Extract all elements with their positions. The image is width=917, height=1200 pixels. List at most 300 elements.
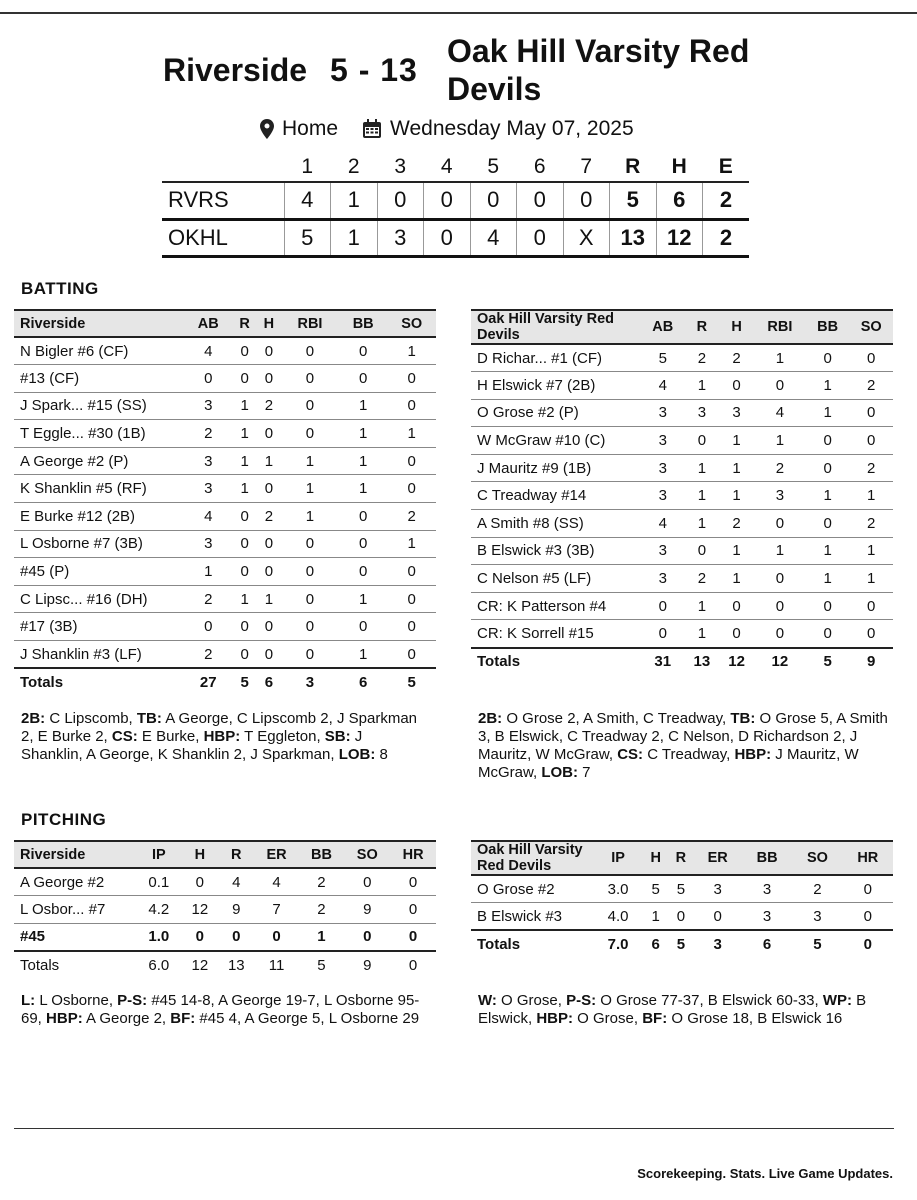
stat-cell: 4.0 bbox=[593, 903, 643, 931]
table-row bbox=[14, 558, 436, 586]
stat-cell: 3.0 bbox=[593, 875, 643, 903]
stat-cell: 12 bbox=[754, 648, 806, 676]
note-key: BF: bbox=[170, 1010, 196, 1027]
column-header: AB bbox=[641, 310, 685, 344]
column-header: H bbox=[182, 841, 218, 868]
stat-cell: 1 bbox=[257, 585, 281, 613]
stat-cell: 1 bbox=[719, 454, 754, 482]
stat-cell: 0 bbox=[849, 592, 893, 620]
stat-cell: 1 bbox=[719, 427, 754, 455]
column-header: H bbox=[719, 310, 754, 344]
stat-cell: 3 bbox=[792, 903, 842, 931]
stat-cell: 0 bbox=[806, 427, 850, 455]
player-name: E Burke #12 (2B) bbox=[14, 503, 184, 531]
stat-cell: 0 bbox=[257, 365, 281, 393]
table-row bbox=[471, 427, 893, 455]
note-key: LOB: bbox=[338, 746, 376, 763]
note-value: #45 4, A George 5, L Osborne 29 bbox=[195, 1010, 420, 1027]
note-value: O Grose 5, A Smith 3, B Elswick, C Treadway 2, C Nelson, D Richardson 2, J Mauritz, W McGraw, bbox=[478, 710, 888, 763]
totals-row bbox=[471, 648, 893, 676]
footer-tagline: Scorekeeping. Stats. Live Game Updates. bbox=[637, 1166, 893, 1181]
stat-cell: 0 bbox=[257, 530, 281, 558]
note-key: W: bbox=[478, 992, 497, 1009]
stat-cell: 2 bbox=[849, 510, 893, 538]
note-key: P-S: bbox=[117, 992, 148, 1009]
column-header: AB bbox=[184, 310, 233, 337]
team-column-header: Oak Hill Varsity Red Devils bbox=[471, 310, 641, 344]
stat-cell: 2 bbox=[299, 868, 345, 896]
table-row bbox=[471, 482, 893, 510]
stat-cell: 0 bbox=[257, 558, 281, 586]
stat-cell: 0 bbox=[387, 447, 436, 475]
location-label: Home bbox=[282, 117, 339, 140]
errors-total: 2 bbox=[703, 182, 750, 219]
stat-cell: 0 bbox=[843, 903, 893, 931]
note-key: SB: bbox=[324, 728, 351, 745]
stat-cell: 3 bbox=[641, 482, 685, 510]
note-value: B Elswick, bbox=[478, 992, 867, 1027]
stat-cell: 0 bbox=[685, 427, 720, 455]
stat-cell: 1 bbox=[685, 372, 720, 400]
stat-cell: 0 bbox=[387, 558, 436, 586]
stat-cell: 0 bbox=[754, 565, 806, 593]
column-header: SO bbox=[849, 310, 893, 344]
stat-cell: 5 bbox=[641, 344, 685, 372]
table-row bbox=[471, 344, 893, 372]
linescore-table bbox=[162, 152, 749, 258]
player-name: O Grose #2 (P) bbox=[471, 399, 641, 427]
inning-header: 1 bbox=[301, 154, 314, 178]
note-key: HBP: bbox=[536, 1010, 574, 1027]
stat-cell: 3 bbox=[641, 427, 685, 455]
stat-cell: 0 bbox=[719, 372, 754, 400]
note-key: 2B: bbox=[478, 710, 503, 727]
stat-cell: 0 bbox=[257, 613, 281, 641]
stat-cell: 2 bbox=[184, 641, 233, 669]
runs-total: 13 bbox=[610, 219, 657, 256]
table-row bbox=[14, 503, 436, 531]
stat-cell: 4 bbox=[184, 337, 233, 365]
note-value: O Grose 77-37, B Elswick 60-33, bbox=[596, 992, 823, 1009]
note-value: #45 14-8, A George 19-7, L Osborne 95-69, bbox=[21, 992, 420, 1027]
stat-cell: 0 bbox=[233, 530, 257, 558]
stat-cell: 3 bbox=[184, 392, 233, 420]
column-header: HR bbox=[843, 841, 893, 875]
stat-cell: 6 bbox=[257, 668, 281, 696]
note-value: C Treadway, bbox=[643, 746, 735, 763]
stat-cell: 0 bbox=[339, 337, 388, 365]
stat-cell: 0 bbox=[339, 558, 388, 586]
inning-score: 1 bbox=[331, 219, 378, 256]
stat-cell: 0 bbox=[849, 344, 893, 372]
stat-cell: 1 bbox=[806, 372, 850, 400]
stat-cell: 1 bbox=[387, 337, 436, 365]
table-row bbox=[471, 510, 893, 538]
stat-cell: 3 bbox=[641, 454, 685, 482]
column-header: HR bbox=[390, 841, 436, 868]
stat-cell: 2 bbox=[257, 503, 281, 531]
errors-header: E bbox=[718, 154, 733, 178]
inning-score: 4 bbox=[470, 219, 517, 256]
player-name: #45 (P) bbox=[14, 558, 184, 586]
stat-cell: 1 bbox=[339, 447, 388, 475]
stat-cell: 6 bbox=[742, 930, 792, 958]
stat-cell: 0.1 bbox=[136, 868, 182, 896]
stat-cell: 0 bbox=[849, 427, 893, 455]
column-header: ER bbox=[694, 841, 742, 875]
totals-row bbox=[14, 951, 436, 979]
note-value: J Shanklin, A George, K Shanklin 2, J Sparkman, bbox=[21, 728, 363, 763]
hits-total: 12 bbox=[656, 219, 703, 256]
stat-cell: 9 bbox=[363, 956, 372, 974]
top-divider bbox=[0, 12, 917, 14]
player-name: Totals bbox=[471, 648, 641, 676]
stat-cell: 0 bbox=[281, 337, 339, 365]
player-name: B Elswick #3 bbox=[471, 903, 593, 931]
stat-cell: 3 bbox=[694, 930, 742, 958]
stat-cell: 1 bbox=[339, 392, 388, 420]
stat-cell: 2 bbox=[792, 875, 842, 903]
stat-cell: 1.0 bbox=[136, 923, 182, 951]
column-header: SO bbox=[792, 841, 842, 875]
stat-cell: 3 bbox=[641, 537, 685, 565]
note-value: L Osborne, bbox=[35, 992, 118, 1009]
riverside-batting-notes bbox=[21, 710, 426, 764]
stat-cell: 0 bbox=[685, 537, 720, 565]
stat-cell: 9 bbox=[344, 896, 390, 924]
stat-cell: 0 bbox=[806, 344, 850, 372]
inning-header: 6 bbox=[533, 154, 546, 178]
stat-cell: 0 bbox=[281, 613, 339, 641]
note-key: 2B: bbox=[21, 710, 46, 727]
stat-cell: 3 bbox=[641, 399, 685, 427]
stat-cell: 6 bbox=[339, 668, 388, 696]
stat-cell: 0 bbox=[233, 503, 257, 531]
player-name: J Spark... #15 (SS) bbox=[14, 392, 184, 420]
stat-cell: 3 bbox=[184, 447, 233, 475]
stat-cell: 0 bbox=[387, 641, 436, 669]
stat-cell: 1 bbox=[685, 620, 720, 648]
stat-cell: 0 bbox=[806, 510, 850, 538]
stat-cell: 1 bbox=[281, 503, 339, 531]
stat-cell: 1 bbox=[387, 420, 436, 448]
column-header: SO bbox=[344, 841, 390, 868]
stat-cell: 1 bbox=[184, 558, 233, 586]
table-row bbox=[14, 896, 436, 924]
note-value: A George 2, bbox=[82, 1010, 171, 1027]
stat-cell: 1 bbox=[299, 923, 345, 951]
stat-cell: 1 bbox=[257, 447, 281, 475]
stat-cell: 5 bbox=[387, 668, 436, 696]
player-name: O Grose #2 bbox=[471, 875, 593, 903]
oakhill-pitching-notes bbox=[478, 992, 898, 1028]
batting-section-title: BATTING bbox=[21, 279, 99, 298]
linescore-row bbox=[162, 182, 749, 219]
player-name: W McGraw #10 (C) bbox=[471, 427, 641, 455]
note-value: C Lipscomb, bbox=[45, 710, 137, 727]
player-name: Totals bbox=[471, 930, 593, 958]
stat-cell: 3 bbox=[184, 475, 233, 503]
column-header: R bbox=[685, 310, 720, 344]
stat-cell: 5 bbox=[317, 956, 326, 974]
stat-cell: 0 bbox=[257, 420, 281, 448]
player-name: CR: K Patterson #4 bbox=[471, 592, 641, 620]
stat-cell: 2 bbox=[387, 503, 436, 531]
note-value: E Burke, bbox=[137, 728, 204, 745]
stat-cell: 9 bbox=[218, 896, 254, 924]
stat-cell: 27 bbox=[184, 668, 233, 696]
column-header: BB bbox=[299, 841, 345, 868]
inning-score: 0 bbox=[563, 182, 610, 219]
stat-cell: 0 bbox=[843, 930, 893, 958]
stat-cell: 1 bbox=[281, 475, 339, 503]
player-name: C Treadway #14 bbox=[471, 482, 641, 510]
stat-cell: 0 bbox=[218, 923, 254, 951]
note-value: O Grose 18, B Elswick 16 bbox=[667, 1010, 843, 1027]
stat-cell: 0 bbox=[344, 868, 390, 896]
table-row bbox=[471, 875, 893, 903]
stat-cell: 1 bbox=[849, 482, 893, 510]
home-team-name: Riverside bbox=[163, 52, 308, 88]
stat-cell: 0 bbox=[719, 592, 754, 620]
stat-cell: 12 bbox=[719, 648, 754, 676]
inning-header: 7 bbox=[580, 154, 593, 178]
stat-cell: 3 bbox=[742, 875, 792, 903]
team-column-header: Oak Hill Varsity Red Devils bbox=[471, 841, 593, 875]
note-value: A George, C Lipscomb 2, J Sparkman 2, E Burke 2, bbox=[21, 710, 417, 745]
table-row bbox=[14, 530, 436, 558]
player-name: A George #2 (P) bbox=[14, 447, 184, 475]
stat-cell: 1 bbox=[281, 447, 339, 475]
inning-header: 4 bbox=[440, 154, 453, 178]
table-row bbox=[14, 868, 436, 896]
column-header: R bbox=[218, 841, 254, 868]
column-header: BB bbox=[806, 310, 850, 344]
player-name: J Shanklin #3 (LF) bbox=[14, 641, 184, 669]
player-name: Totals bbox=[20, 956, 60, 974]
column-header: R bbox=[233, 310, 257, 337]
stat-cell: 0 bbox=[806, 454, 850, 482]
stat-cell: 1 bbox=[339, 475, 388, 503]
stat-cell: 1 bbox=[754, 427, 806, 455]
stat-cell: 5 bbox=[668, 875, 693, 903]
table-row bbox=[471, 399, 893, 427]
stat-cell: 0 bbox=[257, 641, 281, 669]
stat-cell: 1 bbox=[233, 447, 257, 475]
player-name: C Lipsc... #16 (DH) bbox=[14, 585, 184, 613]
oakhill-batting-table bbox=[471, 309, 893, 675]
stat-cell: 4.2 bbox=[136, 896, 182, 924]
stat-cell: 0 bbox=[641, 620, 685, 648]
stat-cell: 2 bbox=[719, 344, 754, 372]
note-key: P-S: bbox=[566, 992, 597, 1009]
stat-cell: 0 bbox=[668, 903, 693, 931]
stat-cell: 12 bbox=[182, 896, 218, 924]
stat-cell: 5 bbox=[792, 930, 842, 958]
game-date: Wednesday May 07, 2025 bbox=[390, 117, 634, 140]
stat-cell: 3 bbox=[685, 399, 720, 427]
stat-cell: 2 bbox=[685, 344, 720, 372]
bottom-divider bbox=[14, 1128, 894, 1129]
stat-cell: 2 bbox=[754, 454, 806, 482]
stat-cell: 3 bbox=[281, 668, 339, 696]
stat-cell: 31 bbox=[641, 648, 685, 676]
stat-cell: 0 bbox=[257, 337, 281, 365]
stat-cell: 0 bbox=[754, 620, 806, 648]
table-row bbox=[471, 903, 893, 931]
stat-cell: 0 bbox=[694, 903, 742, 931]
note-value: T Eggleton, bbox=[240, 728, 325, 745]
note-value: O Grose, bbox=[496, 992, 567, 1009]
note-key: HBP: bbox=[203, 728, 241, 745]
stat-cell: 6 bbox=[643, 930, 668, 958]
stat-cell: 0 bbox=[849, 399, 893, 427]
stat-cell: 4 bbox=[641, 372, 685, 400]
column-header: BB bbox=[742, 841, 792, 875]
stat-cell: 0 bbox=[281, 530, 339, 558]
stat-cell: 1 bbox=[685, 482, 720, 510]
stat-cell: 1 bbox=[754, 344, 806, 372]
column-header: BB bbox=[339, 310, 388, 337]
inning-score: 5 bbox=[284, 219, 331, 256]
stat-cell: 2 bbox=[849, 454, 893, 482]
map-pin-icon bbox=[260, 119, 274, 139]
column-header: H bbox=[643, 841, 668, 875]
stat-cell: 4 bbox=[754, 399, 806, 427]
stat-cell: 3 bbox=[719, 399, 754, 427]
stat-cell: 0 bbox=[754, 372, 806, 400]
table-row bbox=[471, 537, 893, 565]
linescore-team: OKHL bbox=[162, 219, 284, 256]
stat-cell: 3 bbox=[641, 565, 685, 593]
note-key: CS: bbox=[111, 728, 138, 745]
stat-cell: 0 bbox=[390, 923, 436, 951]
stat-cell: 5 bbox=[806, 648, 850, 676]
column-header: RBI bbox=[281, 310, 339, 337]
note-key: L: bbox=[21, 992, 36, 1009]
stat-cell: 13 bbox=[685, 648, 720, 676]
oakhill-pitching-table bbox=[471, 840, 893, 958]
stat-cell: 0 bbox=[281, 585, 339, 613]
note-key: HBP: bbox=[46, 1010, 83, 1027]
player-name: CR: K Sorrell #15 bbox=[471, 620, 641, 648]
stat-cell: 1 bbox=[849, 537, 893, 565]
stat-cell: 4 bbox=[641, 510, 685, 538]
stat-cell: 3 bbox=[754, 482, 806, 510]
stat-cell: 0 bbox=[387, 392, 436, 420]
stat-cell: 13 bbox=[227, 956, 245, 974]
stat-cell: 4 bbox=[184, 503, 233, 531]
stat-cell: 2 bbox=[184, 420, 233, 448]
stat-cell: 1 bbox=[643, 903, 668, 931]
stat-cell: 1 bbox=[233, 420, 257, 448]
table-row bbox=[14, 337, 436, 365]
game-header bbox=[0, 30, 917, 110]
stat-cell: 4 bbox=[255, 868, 299, 896]
pitching-header-row bbox=[14, 841, 436, 868]
stat-cell: 3 bbox=[694, 875, 742, 903]
stat-cell: 0 bbox=[182, 868, 218, 896]
stat-cell: 0 bbox=[281, 558, 339, 586]
stat-cell: 1 bbox=[339, 641, 388, 669]
stat-cell: 0 bbox=[255, 923, 299, 951]
player-name: C Nelson #5 (LF) bbox=[471, 565, 641, 593]
stat-cell: 1 bbox=[849, 565, 893, 593]
inning-header: 5 bbox=[487, 154, 500, 178]
player-name: #45 bbox=[14, 923, 136, 951]
stat-cell: 1 bbox=[719, 482, 754, 510]
stat-cell: 0 bbox=[754, 592, 806, 620]
player-name: K Shanklin #5 (RF) bbox=[14, 475, 184, 503]
note-key: BF: bbox=[642, 1010, 668, 1027]
stat-cell: 2 bbox=[685, 565, 720, 593]
pitching-section-title: PITCHING bbox=[21, 810, 107, 829]
column-header: SO bbox=[387, 310, 436, 337]
stat-cell: 1 bbox=[233, 585, 257, 613]
stat-cell: 9 bbox=[849, 648, 893, 676]
table-row bbox=[14, 365, 436, 393]
note-key: TB: bbox=[730, 710, 756, 727]
stat-cell: 1 bbox=[233, 475, 257, 503]
linescore-row bbox=[162, 219, 749, 256]
stat-cell: 1 bbox=[754, 537, 806, 565]
stat-cell: 5 bbox=[233, 668, 257, 696]
stat-cell: 2 bbox=[299, 896, 345, 924]
inning-score: X bbox=[563, 219, 610, 256]
linescore-header bbox=[162, 152, 749, 182]
stat-cell: 0 bbox=[233, 365, 257, 393]
stat-cell: 1 bbox=[339, 420, 388, 448]
team-column-header: Riverside bbox=[14, 310, 184, 337]
stat-cell: 0 bbox=[281, 420, 339, 448]
player-name: T Eggle... #30 (1B) bbox=[14, 420, 184, 448]
note-key: TB: bbox=[136, 710, 162, 727]
stat-cell: 0 bbox=[754, 510, 806, 538]
table-row bbox=[471, 620, 893, 648]
stat-cell: 0 bbox=[281, 641, 339, 669]
riverside-pitching-notes bbox=[21, 992, 426, 1028]
batting-header-row bbox=[14, 310, 436, 337]
calendar-icon bbox=[362, 119, 382, 139]
hits-header: H bbox=[671, 154, 687, 178]
stat-cell: 0 bbox=[806, 592, 850, 620]
table-row bbox=[14, 923, 436, 951]
table-row bbox=[471, 372, 893, 400]
stat-cell: 2 bbox=[257, 392, 281, 420]
inning-score: 4 bbox=[284, 182, 331, 219]
riverside-batting-table bbox=[14, 309, 436, 696]
stat-cell: 1 bbox=[387, 530, 436, 558]
note-value: O Grose 2, A Smith, C Treadway, bbox=[502, 710, 731, 727]
batting-header-row bbox=[471, 310, 893, 344]
stat-cell: 0 bbox=[390, 868, 436, 896]
stat-cell: 0 bbox=[719, 620, 754, 648]
inning-score: 0 bbox=[517, 182, 564, 219]
totals-row bbox=[471, 930, 893, 958]
note-value: 7 bbox=[578, 764, 591, 781]
stat-cell: 0 bbox=[233, 641, 257, 669]
team-column-header: Riverside bbox=[14, 841, 136, 868]
column-header: IP bbox=[593, 841, 643, 875]
player-name: A George #2 bbox=[14, 868, 136, 896]
table-row bbox=[471, 565, 893, 593]
inning-score: 0 bbox=[424, 219, 471, 256]
oakhill-batting-notes bbox=[478, 710, 898, 782]
note-key: WP: bbox=[822, 992, 853, 1009]
note-key: LOB: bbox=[541, 764, 579, 781]
inning-header: 3 bbox=[394, 154, 407, 178]
table-row bbox=[14, 641, 436, 669]
